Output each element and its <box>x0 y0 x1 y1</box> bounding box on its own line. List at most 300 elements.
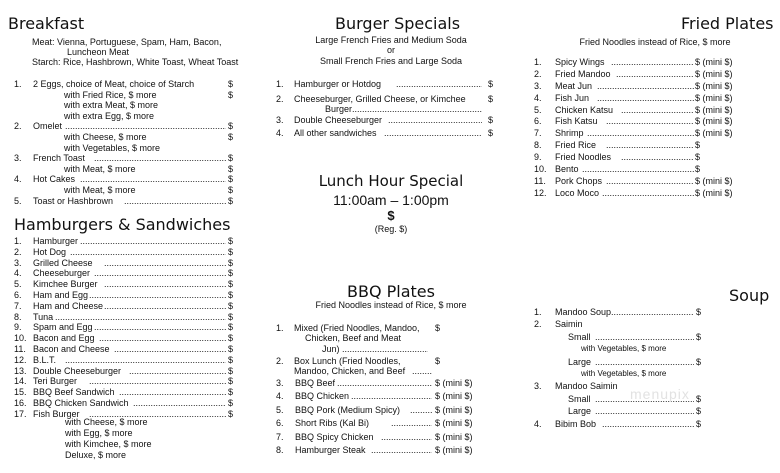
list-item-number: 8. <box>534 140 542 151</box>
fish-burger-option: with Egg, $ more <box>65 428 133 438</box>
list-item-option: with Vegetables, $ more <box>64 142 161 153</box>
list-item-number: 3. <box>534 80 542 91</box>
list-item <box>14 322 240 333</box>
list-item-name: Box Lunch (Fried Noodles, <box>294 356 401 366</box>
list-item <box>534 140 744 152</box>
list-item-number: 2. <box>534 319 542 330</box>
dot-leader <box>595 332 694 342</box>
list-item <box>276 378 476 391</box>
list-item-name: Small <box>568 331 591 342</box>
list-item-name: BBQ Beef Sandwich <box>33 387 115 398</box>
list-item-price: $ <box>695 140 701 151</box>
list-item-price: $ (mini $) <box>695 80 733 91</box>
dot-leader <box>410 405 432 415</box>
list-item-name: BBQ Spicy Chicken <box>295 431 374 442</box>
list-item-option: with Vegetables, $ more <box>581 368 667 378</box>
list-item-price: $ <box>228 408 234 419</box>
list-item <box>276 391 476 404</box>
list-item-name: Fried Rice <box>555 140 597 151</box>
list-item-number: 13. <box>14 365 27 376</box>
list-item-price: $ <box>228 174 234 185</box>
item-list <box>534 307 714 431</box>
list-item <box>14 143 240 154</box>
list-item <box>534 357 714 369</box>
list-item-number: 1. <box>14 236 22 246</box>
list-item <box>534 81 744 93</box>
list-item-name: Mixed (Fried Noodles, Mandoo, <box>294 323 420 333</box>
list-item-name: French Toast <box>33 153 85 164</box>
list-item-price: $ <box>228 387 234 398</box>
list-item-name: Spam and Egg <box>33 322 93 333</box>
list-item-price: $ <box>696 418 702 429</box>
list-item <box>14 268 240 279</box>
list-item-number: 4. <box>534 418 542 429</box>
list-item-number: 1. <box>534 307 542 317</box>
list-item-price: $ (mini $) <box>435 404 473 415</box>
dot-leader <box>606 140 694 150</box>
list-item <box>14 398 240 409</box>
list-item <box>14 111 240 122</box>
list-item-number: 12. <box>14 354 27 365</box>
list-item <box>534 57 744 69</box>
fried-plates-sub: Fried Noodles instead of Rice, $ more <box>579 37 731 47</box>
item-list <box>14 79 240 206</box>
list-item-name-cont: Chicken, Beef and Meat <box>305 333 402 343</box>
list-item-price: $ <box>228 397 234 408</box>
list-item <box>14 355 240 366</box>
list-item <box>534 116 744 128</box>
list-item-price: $ (mini $) <box>695 116 733 127</box>
list-item-price: $ (mini $) <box>435 391 473 402</box>
list-item-name: Hamburger <box>33 236 79 246</box>
dot-leader <box>597 81 694 91</box>
list-item-number: 1. <box>276 79 284 89</box>
item-list <box>276 378 476 458</box>
fish-burger-option: with Kimchee, $ more <box>65 439 152 449</box>
list-item-price: $ <box>228 131 234 142</box>
list-item-number: 14. <box>14 376 27 387</box>
list-item <box>534 152 744 164</box>
list-item-name: Saimin <box>555 319 583 330</box>
list-item-number: 2. <box>14 121 22 132</box>
list-item-price: $ <box>228 365 234 376</box>
soup-title: Soup <box>729 286 770 305</box>
list-item <box>534 406 714 418</box>
list-item <box>534 319 714 331</box>
dot-leader <box>621 152 694 162</box>
list-item-price: $ <box>228 121 234 132</box>
list-item-number: 9. <box>14 322 22 333</box>
list-item <box>534 69 744 81</box>
list-item-number: 5. <box>276 404 284 415</box>
list-item-name: BBQ Beef <box>295 378 336 388</box>
list-item-price: $ <box>696 331 702 342</box>
list-item <box>276 445 476 458</box>
list-item-name: Fish Katsu <box>555 116 598 127</box>
list-item-price: $ <box>228 153 234 164</box>
list-item <box>14 121 240 132</box>
list-item-name: Fried Mandoo <box>555 68 611 79</box>
list-item-price: $ <box>228 89 234 100</box>
list-item-price: $ (mini $) <box>695 104 733 115</box>
list-item-number: 8. <box>276 444 284 455</box>
list-item-price: $ <box>228 268 234 279</box>
list-item-name: Toast or Hashbrown <box>33 195 114 206</box>
list-item-number: 1. <box>14 79 22 89</box>
hamburgers-title: Hamburgers & Sandwiches <box>14 215 231 234</box>
list-item <box>276 432 476 445</box>
watermark: menupix <box>630 386 690 402</box>
list-item-price: $ (mini $) <box>435 378 473 388</box>
list-item-price: $ <box>228 354 234 365</box>
fried-plates-title: Fried Plates <box>681 14 774 33</box>
list-item-name: Cheeseburger, Grilled Cheese, or Kimchee <box>294 94 466 104</box>
list-item-number: 3. <box>534 381 542 392</box>
breakfast-title: Breakfast <box>8 14 85 33</box>
list-item-number: 6. <box>276 418 284 429</box>
list-item-price: $ <box>696 356 702 367</box>
dot-leader <box>371 445 432 455</box>
list-item <box>14 236 240 247</box>
dot-leader <box>597 93 694 103</box>
list-item <box>534 176 744 188</box>
list-item-name: Shrimp <box>555 128 584 139</box>
list-item-price: $ <box>696 393 702 404</box>
list-item <box>534 105 744 117</box>
list-item <box>14 185 240 196</box>
dot-leader <box>582 164 694 174</box>
list-item <box>14 387 240 398</box>
list-item <box>14 90 240 101</box>
list-item <box>534 93 744 105</box>
dot-leader <box>396 79 482 89</box>
list-item <box>14 164 240 175</box>
list-item-option: with extra Meat, $ more <box>64 100 159 111</box>
list-item-name: Grilled Cheese <box>33 257 93 268</box>
dot-leader <box>412 366 432 376</box>
list-item-name: Hamburger or Hotdog <box>294 79 382 89</box>
list-item-price: $ <box>228 343 234 354</box>
list-item <box>14 312 240 323</box>
list-item-number: 15. <box>14 387 27 398</box>
list-item <box>14 247 240 258</box>
list-item <box>534 369 714 381</box>
dot-leader <box>94 322 226 332</box>
list-item-name: Tuna <box>33 311 54 322</box>
list-item <box>534 332 714 344</box>
bbq-plates-sub: Fried Noodles instead of Rice, $ more <box>315 300 467 310</box>
list-item-number: 5. <box>534 104 542 115</box>
list-item-number: 2. <box>276 94 284 104</box>
dot-leader <box>89 376 226 386</box>
list-item-price: $ <box>435 356 441 366</box>
list-item-number: 2. <box>14 246 22 257</box>
list-item-option: with extra Egg, $ more <box>64 110 155 121</box>
dot-leader <box>124 196 226 206</box>
dot-leader <box>384 128 482 138</box>
lunch-special-title: Lunch Hour Special <box>318 172 464 190</box>
list-item-name: Fish Burger <box>33 408 80 419</box>
list-item-price: $ <box>695 152 701 163</box>
list-item-price: $ (mini $) <box>695 57 733 67</box>
bbq-plates-title: BBQ Plates <box>347 282 435 301</box>
dot-leader <box>99 333 226 343</box>
list-item-name-cont: Jun) <box>322 344 340 354</box>
list-item-number: 4. <box>14 174 22 185</box>
list-item-number: 4. <box>534 92 542 103</box>
list-item-number: 3. <box>14 153 22 164</box>
lunch-special-hours: 11:00am – 1:00pm <box>333 192 449 208</box>
list-item-name: BBQ Chicken <box>295 391 350 402</box>
list-item-name: Hamburger Steak <box>295 444 366 455</box>
dot-leader <box>114 344 226 354</box>
list-item-name: BBQ Pork (Medium Spicy) <box>295 404 401 415</box>
dot-leader <box>342 344 428 354</box>
dot-leader <box>621 105 694 115</box>
dot-leader <box>94 153 226 163</box>
list-item <box>14 376 240 387</box>
list-item <box>14 279 240 290</box>
list-item-number: 16. <box>14 397 27 408</box>
list-item-name: Spicy Wings <box>555 57 605 67</box>
dot-leader <box>595 357 694 367</box>
list-item-name: Bibim Bob <box>555 418 597 429</box>
dot-leader <box>388 115 482 125</box>
list-item-name: B.L.T. <box>33 354 57 365</box>
breakfast-intro-meat-cont: Luncheon Meat <box>67 47 130 57</box>
list-item-number: 2. <box>276 356 284 366</box>
list-item-price: $ <box>228 163 234 174</box>
list-item-price: $ (mini $) <box>695 92 733 103</box>
dot-leader <box>104 279 226 289</box>
dot-leader <box>616 69 694 79</box>
list-item <box>14 100 240 111</box>
list-item-name: Ham and Egg <box>33 289 89 300</box>
list-item <box>14 132 240 143</box>
dot-leader <box>129 366 226 376</box>
list-item-name: Bacon and Cheese <box>33 343 110 354</box>
list-item <box>276 405 476 418</box>
list-item <box>534 419 714 431</box>
list-item-number: 4. <box>276 391 284 402</box>
fish-burger-option: Deluxe, $ more <box>65 450 127 460</box>
dot-leader <box>104 301 226 311</box>
list-item-number: 8. <box>14 311 22 322</box>
list-item-name: Kimchee Burger <box>33 279 98 290</box>
list-item-number: 4. <box>14 268 22 279</box>
list-item <box>276 418 476 431</box>
list-item <box>14 344 240 355</box>
dot-leader <box>611 57 694 67</box>
list-item-number: 11. <box>14 343 26 354</box>
breakfast-intro-starch: Starch: Rice, Hashbrown, White Toast, Wheat Toast <box>32 57 239 67</box>
list-item-option: with Vegetables, $ more <box>581 344 667 354</box>
list-item-price: $ <box>488 79 494 89</box>
list-item-name: 2 Eggs, choice of Meat, choice of Starch <box>33 79 195 89</box>
list-item-number: 2. <box>534 68 542 79</box>
list-item-name: Short Ribs (Kal Bi) <box>295 418 370 429</box>
list-item-number: 7. <box>534 128 542 139</box>
list-item-name: Cheeseburger <box>33 268 91 279</box>
list-item <box>534 344 714 356</box>
list-item-price: $ <box>228 322 234 333</box>
dot-leader <box>65 121 226 131</box>
list-item-number: 3. <box>14 257 22 268</box>
list-item-price: $ <box>228 195 234 206</box>
list-item-price: $ <box>488 128 494 138</box>
dot-leader <box>133 398 226 408</box>
list-item <box>14 258 240 269</box>
dot-leader <box>587 128 694 138</box>
lunch-special-price: $ <box>387 208 395 223</box>
list-item <box>14 174 240 185</box>
dot-leader <box>65 355 226 365</box>
list-item-name: Teri Burger <box>33 376 78 387</box>
list-item <box>14 153 240 164</box>
list-item-name: Fried Noodles <box>555 152 612 163</box>
list-item-price: $ <box>228 311 234 322</box>
list-item-number: 5. <box>14 195 22 206</box>
list-item-name: Loco Moco <box>555 187 600 198</box>
list-item-price: $ <box>228 333 234 344</box>
list-item <box>14 333 240 344</box>
list-item-name: Double Cheeseburger <box>33 365 122 376</box>
list-item-number: 6. <box>534 116 542 127</box>
list-item <box>534 128 744 140</box>
list-item-price: $ <box>228 289 234 300</box>
list-item <box>534 164 744 176</box>
list-item-price: $ (mini $) <box>435 444 473 455</box>
list-item-option: with Fried Rice, $ more <box>64 89 157 100</box>
list-item <box>14 290 240 301</box>
list-item-name: Mandoo Saimin <box>555 381 618 392</box>
list-item-option: with Meat, $ more <box>64 184 136 195</box>
list-item-name: Meat Jun <box>555 80 593 91</box>
list-item-name-cont: Burger <box>325 104 353 114</box>
list-item-price: $ <box>228 300 234 311</box>
list-item-price: $ (mini $) <box>695 175 733 186</box>
dot-leader <box>606 176 694 186</box>
dot-leader <box>80 174 226 184</box>
dot-leader <box>606 116 694 126</box>
list-item-number: 3. <box>276 378 284 388</box>
list-item-name: Bacon and Egg <box>33 333 95 344</box>
burger-specials-sub: Small French Fries and Large Soda <box>319 56 463 66</box>
list-item-price: $ <box>488 94 494 104</box>
list-item <box>14 196 240 207</box>
dot-leader <box>119 387 226 397</box>
dot-leader <box>611 307 694 317</box>
list-item-price: $ <box>228 79 234 89</box>
list-item <box>14 366 240 377</box>
burger-specials-sub: or <box>386 45 395 55</box>
dot-leader <box>595 406 694 416</box>
list-item-name: Mandoo Soup <box>555 307 612 317</box>
list-item-option: with Meat, $ more <box>64 163 136 174</box>
list-item-name: Pork Chops <box>555 175 603 186</box>
list-item-number: 3. <box>276 115 284 125</box>
list-item-price: $ <box>228 279 234 290</box>
dot-leader <box>70 247 226 257</box>
dot-leader <box>94 268 226 278</box>
dot-leader <box>602 419 694 429</box>
list-item-name: Double Cheeseburger <box>294 115 383 125</box>
dot-leader <box>104 258 226 268</box>
list-item-name: Hot Dog <box>33 246 67 257</box>
list-item-number: 5. <box>14 279 22 290</box>
list-item-price: $ (mini $) <box>695 68 733 79</box>
list-item-number: 10. <box>534 164 547 175</box>
list-item-price: $ <box>228 376 234 387</box>
list-item-price: $ (mini $) <box>695 128 733 139</box>
list-item-number: 12. <box>534 187 547 198</box>
list-item-price: $ <box>696 307 702 317</box>
dot-leader <box>351 391 432 401</box>
list-item <box>534 307 714 319</box>
list-item-price: $ (mini $) <box>695 187 733 198</box>
dot-leader <box>391 418 432 428</box>
burger-specials-title: Burger Specials <box>335 14 461 33</box>
list-item-number: 7. <box>14 300 22 311</box>
burger-specials-sub: Large French Fries and Medium Soda <box>315 35 467 45</box>
list-item <box>14 301 240 312</box>
list-item-number: 6. <box>14 289 22 300</box>
list-item-price: $ <box>228 246 234 257</box>
list-item-name: Small <box>568 393 591 404</box>
fish-burger-option: with Cheese, $ more <box>65 417 148 427</box>
list-item-price: $ <box>228 236 234 246</box>
list-item-price: $ <box>228 184 234 195</box>
list-item-number: 10. <box>14 333 27 344</box>
list-item-price: $ (mini $) <box>435 418 473 429</box>
dot-leader <box>602 188 694 198</box>
list-item-number: 1. <box>534 57 542 67</box>
dot-leader <box>55 312 226 322</box>
dot-leader <box>89 290 226 300</box>
list-item-name: Ham and Cheese <box>33 300 104 311</box>
list-item-name: Chicken Katsu <box>555 104 614 115</box>
list-item-name: Omelet <box>33 121 63 132</box>
list-item <box>534 188 744 200</box>
list-item-name: All other sandwiches <box>294 128 377 138</box>
list-item-number: 11. <box>534 175 546 186</box>
dot-leader <box>381 432 432 442</box>
list-item-name: BBQ Chicken Sandwich <box>33 397 129 408</box>
list-item-name: Large <box>568 406 592 417</box>
list-item-name: Fish Jun <box>555 92 590 103</box>
list-item-price: $ <box>696 406 702 417</box>
list-item-price: $ <box>488 115 494 125</box>
list-item-number: 7. <box>276 431 284 442</box>
list-item-number: 4. <box>276 128 284 138</box>
breakfast-intro-meat: Meat: Vienna, Portuguese, Spam, Ham, Bacon, <box>32 37 222 47</box>
list-item-option: with Cheese, $ more <box>64 131 147 142</box>
list-item-name: Large <box>568 356 592 367</box>
dot-leader <box>80 236 226 246</box>
list-item-name-cont: Mandoo, Chicken, and Beef <box>294 366 406 376</box>
list-item-price: $ (mini $) <box>435 431 473 442</box>
list-item-name: Hot Cakes <box>33 174 76 185</box>
item-list <box>534 57 744 200</box>
dot-leader <box>352 104 482 114</box>
list-item-number: 17. <box>14 408 27 419</box>
item-list <box>14 236 240 420</box>
dot-leader <box>337 378 432 388</box>
list-item-price: $ <box>695 164 701 175</box>
list-item-price: $ <box>228 257 234 268</box>
lunch-special-regular-price: (Reg. $) <box>374 224 408 234</box>
list-item-number: 1. <box>276 323 284 333</box>
